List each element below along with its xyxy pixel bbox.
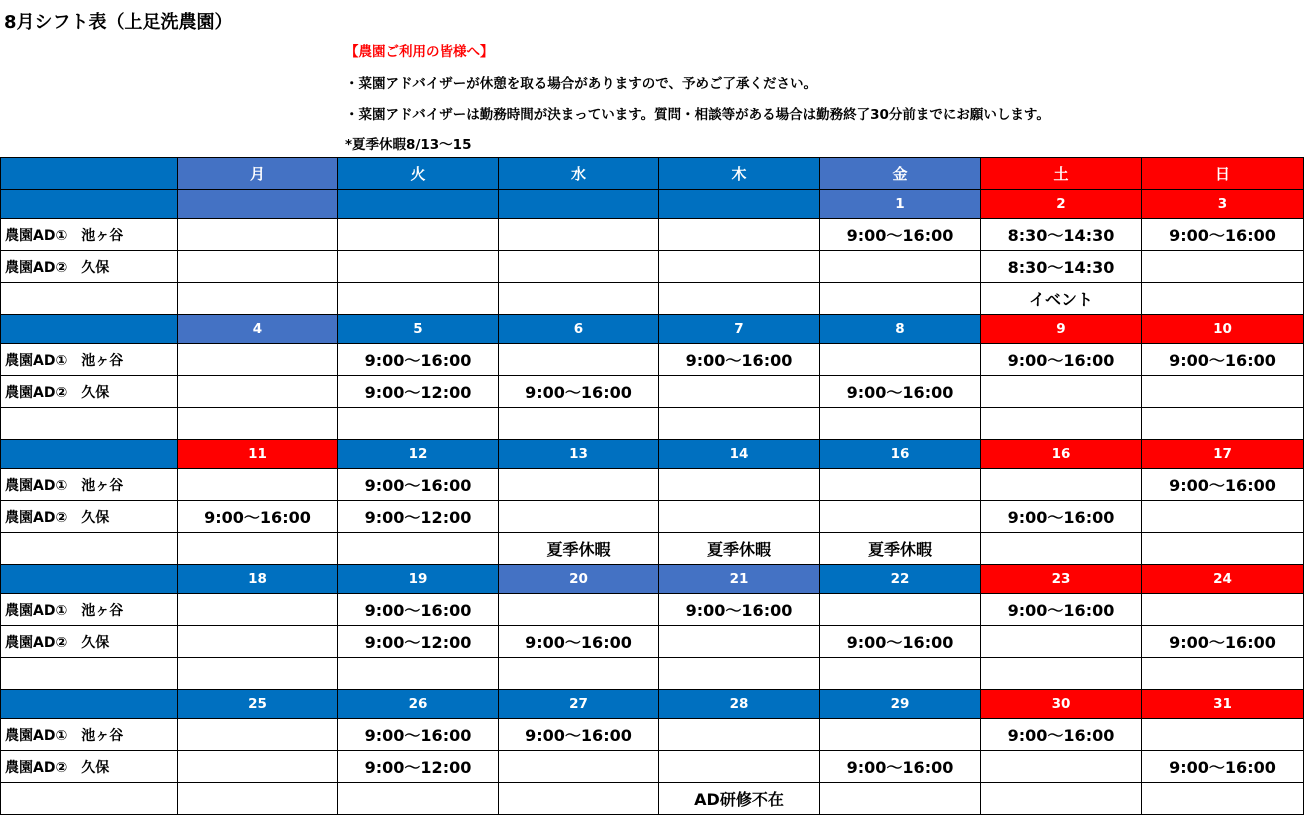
date-row (1, 440, 1304, 469)
shift-cell: 9:00〜12:00 (338, 626, 499, 658)
shift-cell (499, 344, 659, 376)
date-cell: 18 (178, 565, 338, 594)
weekday-header: 金 (820, 158, 981, 190)
shift-cell (499, 469, 659, 501)
note-cell (1142, 783, 1304, 815)
shift-cell: 9:00〜16:00 (820, 376, 981, 408)
notes-label-cell (1, 408, 178, 440)
shift-cell (499, 751, 659, 783)
shift-cell: 9:00〜16:00 (338, 594, 499, 626)
staff-label: 農園AD① 池ヶ谷 (1, 594, 178, 626)
shift-cell (178, 594, 338, 626)
note-cell (178, 658, 338, 690)
note-cell (178, 408, 338, 440)
notice-line-2: ・菜園アドバイザーは勤務時間が決まっています。質問・相談等がある場合は勤務終了30分前までにお願いします。 (345, 107, 1050, 123)
note-cell (338, 783, 499, 815)
notes-label-cell (1, 658, 178, 690)
shift-cell (659, 251, 820, 283)
date-cell: 10 (1142, 315, 1304, 344)
note-cell (659, 283, 820, 315)
staff-row (1, 594, 1304, 626)
shift-cell: 9:00〜16:00 (1142, 219, 1304, 251)
staff-label: 農園AD② 久保 (1, 501, 178, 533)
note-cell: 夏季休暇 (659, 533, 820, 565)
note-cell (499, 408, 659, 440)
note-cell (820, 408, 981, 440)
date-row-label-cell (1, 690, 178, 719)
note-cell (1142, 533, 1304, 565)
date-cell: 21 (659, 565, 820, 594)
note-cell (981, 658, 1142, 690)
shift-cell (981, 469, 1142, 501)
shift-cell (659, 719, 820, 751)
shift-cell: 9:00〜16:00 (1142, 626, 1304, 658)
date-cell: 22 (820, 565, 981, 594)
shift-cell (178, 469, 338, 501)
weekday-header: 水 (499, 158, 659, 190)
date-cell: 16 (981, 440, 1142, 469)
date-cell: 25 (178, 690, 338, 719)
shift-cell (178, 344, 338, 376)
shift-cell (981, 626, 1142, 658)
date-cell: 19 (338, 565, 499, 594)
shift-cell (1142, 376, 1304, 408)
note-cell (820, 658, 981, 690)
date-cell: 12 (338, 440, 499, 469)
weekday-header: 火 (338, 158, 499, 190)
shift-cell: 9:00〜16:00 (981, 501, 1142, 533)
shift-cell: 9:00〜16:00 (820, 626, 981, 658)
shift-cell: 9:00〜12:00 (338, 751, 499, 783)
date-cell: 8 (820, 315, 981, 344)
date-cell: 13 (499, 440, 659, 469)
shift-cell (1142, 501, 1304, 533)
date-cell: 26 (338, 690, 499, 719)
notes-label-cell (1, 533, 178, 565)
notes-row (1, 283, 1304, 315)
note-cell: AD研修不在 (659, 783, 820, 815)
shift-cell: 9:00〜16:00 (499, 719, 659, 751)
staff-row (1, 469, 1304, 501)
shift-cell (1142, 719, 1304, 751)
date-cell: 11 (178, 440, 338, 469)
weekday-header-row (1, 158, 1304, 190)
shift-cell: 9:00〜16:00 (338, 344, 499, 376)
staff-row (1, 751, 1304, 783)
shift-cell (820, 501, 981, 533)
staff-label: 農園AD② 久保 (1, 626, 178, 658)
notice-line-1: ・菜園アドバイザーが休憩を取る場合がありますので、予めご了承ください。 (345, 76, 817, 92)
note-cell: イベント (981, 283, 1142, 315)
note-cell (1142, 283, 1304, 315)
shift-cell: 9:00〜12:00 (338, 501, 499, 533)
date-cell: 24 (1142, 565, 1304, 594)
date-row-label-cell (1, 315, 178, 344)
note-cell: 夏季休暇 (820, 533, 981, 565)
note-cell (338, 408, 499, 440)
notice-heading: 【農園ご利用の皆様へ】 (345, 44, 494, 60)
staff-row (1, 344, 1304, 376)
shift-cell (178, 751, 338, 783)
shift-cell (981, 376, 1142, 408)
note-cell (178, 783, 338, 815)
date-cell: 28 (659, 690, 820, 719)
shift-cell: 9:00〜16:00 (981, 344, 1142, 376)
staff-row (1, 219, 1304, 251)
shift-cell (178, 376, 338, 408)
date-cell: 5 (338, 315, 499, 344)
note-cell (338, 283, 499, 315)
shift-cell (1142, 594, 1304, 626)
shift-cell (820, 469, 981, 501)
date-cell (178, 190, 338, 219)
date-row (1, 565, 1304, 594)
date-cell: 1 (820, 190, 981, 219)
shift-cell: 9:00〜16:00 (820, 219, 981, 251)
shift-cell (499, 501, 659, 533)
shift-cell: 9:00〜16:00 (659, 594, 820, 626)
shift-cell (820, 344, 981, 376)
note-cell (981, 533, 1142, 565)
shift-cell (659, 219, 820, 251)
date-cell: 30 (981, 690, 1142, 719)
shift-cell (499, 219, 659, 251)
note-cell (178, 283, 338, 315)
shift-cell: 9:00〜16:00 (178, 501, 338, 533)
date-row-label-cell (1, 190, 178, 219)
shift-cell (820, 719, 981, 751)
header-corner-cell (1, 158, 178, 190)
shift-cell (178, 251, 338, 283)
date-cell (499, 190, 659, 219)
staff-row (1, 719, 1304, 751)
staff-label: 農園AD① 池ヶ谷 (1, 469, 178, 501)
notes-row (1, 658, 1304, 690)
date-cell: 17 (1142, 440, 1304, 469)
shift-cell: 9:00〜16:00 (499, 626, 659, 658)
shift-cell: 9:00〜16:00 (981, 719, 1142, 751)
shift-cell (499, 251, 659, 283)
shift-cell (499, 594, 659, 626)
staff-label: 農園AD① 池ヶ谷 (1, 344, 178, 376)
shift-cell (338, 251, 499, 283)
shift-cell: 9:00〜16:00 (1142, 344, 1304, 376)
notes-label-cell (1, 283, 178, 315)
date-cell: 16 (820, 440, 981, 469)
shift-cell (1142, 251, 1304, 283)
staff-row (1, 501, 1304, 533)
note-cell (981, 783, 1142, 815)
staff-label: 農園AD① 池ヶ谷 (1, 219, 178, 251)
shift-cell: 9:00〜12:00 (338, 376, 499, 408)
shift-cell: 9:00〜16:00 (1142, 469, 1304, 501)
date-row-label-cell (1, 565, 178, 594)
note-cell (1142, 658, 1304, 690)
date-cell: 14 (659, 440, 820, 469)
page-title: 8月シフト表（上足洗農園） (4, 12, 233, 33)
notes-label-cell (1, 783, 178, 815)
shift-cell (981, 751, 1142, 783)
note-cell (178, 533, 338, 565)
note-cell (499, 283, 659, 315)
date-cell: 23 (981, 565, 1142, 594)
shift-table (0, 157, 1304, 815)
weekday-header: 日 (1142, 158, 1304, 190)
shift-cell (659, 751, 820, 783)
weekday-header: 土 (981, 158, 1142, 190)
shift-cell: 9:00〜16:00 (659, 344, 820, 376)
weekday-header: 月 (178, 158, 338, 190)
shift-cell (820, 251, 981, 283)
date-cell: 31 (1142, 690, 1304, 719)
note-cell (499, 783, 659, 815)
staff-label: 農園AD② 久保 (1, 751, 178, 783)
date-cell: 7 (659, 315, 820, 344)
note-cell (659, 658, 820, 690)
note-cell (1142, 408, 1304, 440)
date-row (1, 315, 1304, 344)
date-cell: 2 (981, 190, 1142, 219)
shift-cell (659, 376, 820, 408)
shift-cell: 9:00〜16:00 (499, 376, 659, 408)
date-row-label-cell (1, 440, 178, 469)
shift-cell (659, 469, 820, 501)
shift-cell (659, 626, 820, 658)
staff-label: 農園AD② 久保 (1, 251, 178, 283)
notes-row (1, 408, 1304, 440)
shift-cell: 9:00〜16:00 (820, 751, 981, 783)
note-cell (820, 783, 981, 815)
shift-cell: 9:00〜16:00 (1142, 751, 1304, 783)
note-cell (338, 533, 499, 565)
date-cell (338, 190, 499, 219)
staff-label: 農園AD② 久保 (1, 376, 178, 408)
staff-label: 農園AD① 池ヶ谷 (1, 719, 178, 751)
weekday-header: 木 (659, 158, 820, 190)
date-cell: 29 (820, 690, 981, 719)
shift-cell: 8:30〜14:30 (981, 251, 1142, 283)
note-cell (820, 283, 981, 315)
date-cell: 27 (499, 690, 659, 719)
shift-cell (178, 719, 338, 751)
shift-cell (178, 626, 338, 658)
shift-cell: 8:30〜14:30 (981, 219, 1142, 251)
note-cell (499, 658, 659, 690)
date-cell (659, 190, 820, 219)
staff-row (1, 251, 1304, 283)
notes-row (1, 783, 1304, 815)
note-cell (659, 408, 820, 440)
shift-cell (659, 501, 820, 533)
shift-cell (820, 594, 981, 626)
date-cell: 4 (178, 315, 338, 344)
date-cell: 20 (499, 565, 659, 594)
staff-row (1, 376, 1304, 408)
notes-row (1, 533, 1304, 565)
staff-row (1, 626, 1304, 658)
notice-line-3: *夏季休暇8/13〜15 (345, 137, 472, 153)
date-row (1, 190, 1304, 219)
shift-cell: 9:00〜16:00 (338, 469, 499, 501)
shift-cell: 9:00〜16:00 (338, 719, 499, 751)
note-cell: 夏季休暇 (499, 533, 659, 565)
shift-cell (178, 219, 338, 251)
date-cell: 9 (981, 315, 1142, 344)
date-row (1, 690, 1304, 719)
note-cell (338, 658, 499, 690)
shift-cell (338, 219, 499, 251)
shift-cell: 9:00〜16:00 (981, 594, 1142, 626)
date-cell: 6 (499, 315, 659, 344)
note-cell (981, 408, 1142, 440)
date-cell: 3 (1142, 190, 1304, 219)
